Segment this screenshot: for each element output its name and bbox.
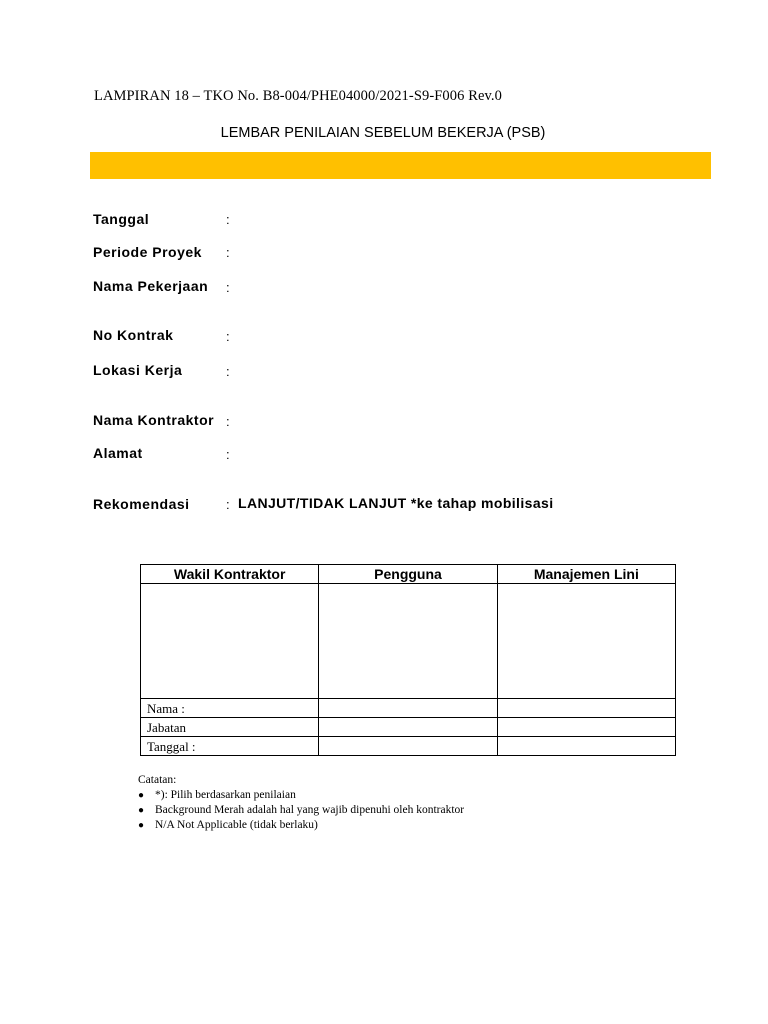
list-item: [138, 818, 464, 833]
header-wakil-kontraktor: Wakil Kontraktor: [141, 565, 319, 584]
signature-cell-wakil-kontraktor: [141, 584, 319, 699]
list-item: [138, 788, 464, 803]
field-label-no-kontrak: No Kontrak: [93, 327, 174, 343]
signature-cell-pengguna: [319, 584, 497, 699]
table-row-nama: [141, 699, 676, 718]
field-label-rekomendasi: Rekomendasi: [93, 496, 190, 512]
table-row-tanggal: [141, 737, 676, 756]
document-title: [0, 125, 768, 141]
field-colon-rekomendasi: :: [226, 497, 230, 512]
table-row-jabatan: [141, 718, 676, 737]
cell-nama-manajemen-lini: [497, 699, 675, 718]
bullet-icon: ●: [138, 790, 145, 801]
field-label-nama-pekerjaan: Nama Pekerjaan: [93, 278, 209, 294]
bullet-icon: ●: [138, 820, 145, 831]
field-colon-periode-proyek: :: [226, 245, 230, 260]
list-item: [138, 803, 464, 818]
row-label-jabatan: Jabatan: [141, 718, 319, 737]
rekomendasi-value: LANJUT/TIDAK LANJUT *ke tahap mobilisasi: [238, 495, 554, 511]
note-text: *): Pilih berdasarkan penilaian: [155, 789, 296, 801]
field-label-lokasi-kerja: Lokasi Kerja: [93, 362, 183, 378]
note-text: N/A Not Applicable (tidak berlaku): [155, 819, 318, 831]
notes-section: [138, 773, 464, 833]
note-text: Background Merah adalah hal yang wajib dipenuhi oleh kontraktor: [155, 804, 465, 816]
cell-tanggal-manajemen-lini: [497, 737, 675, 756]
cell-jabatan-pengguna: [319, 718, 497, 737]
bullet-icon: ●: [138, 805, 145, 816]
field-colon-tanggal: :: [226, 212, 230, 227]
header-pengguna: Pengguna: [319, 565, 497, 584]
row-label-tanggal: Tanggal :: [141, 737, 319, 756]
cell-jabatan-manajemen-lini: [497, 718, 675, 737]
row-label-nama: Nama :: [141, 699, 319, 718]
field-label-alamat: Alamat: [93, 445, 143, 461]
field-colon-no-kontrak: :: [226, 329, 230, 344]
field-label-nama-kontraktor: Nama Kontraktor: [93, 412, 215, 428]
document-reference: LAMPIRAN 18 – TKO No. B8-004/PHE04000/2021-S9-F006 Rev.0: [94, 88, 502, 104]
field-label-periode-proyek: Periode Proyek: [93, 244, 202, 260]
notes-heading: Catatan:: [138, 774, 177, 786]
document-title-text: LEMBAR PENILAIAN SEBELUM BEKERJA (PSB): [220, 125, 546, 141]
header-manajemen-lini: Manajemen Lini: [497, 565, 675, 584]
signature-table: [140, 564, 676, 756]
field-colon-nama-kontraktor: :: [226, 414, 230, 429]
yellow-banner: [90, 152, 711, 179]
field-colon-lokasi-kerja: :: [226, 364, 230, 379]
signature-space-row: [141, 584, 676, 699]
notes-list: [138, 788, 464, 833]
field-label-tanggal: Tanggal: [93, 211, 150, 227]
cell-nama-pengguna: [319, 699, 497, 718]
signature-cell-manajemen-lini: [497, 584, 675, 699]
signature-table-header-row: [141, 565, 676, 584]
field-colon-alamat: :: [226, 447, 230, 462]
field-colon-nama-pekerjaan: :: [226, 280, 230, 295]
cell-tanggal-pengguna: [319, 737, 497, 756]
